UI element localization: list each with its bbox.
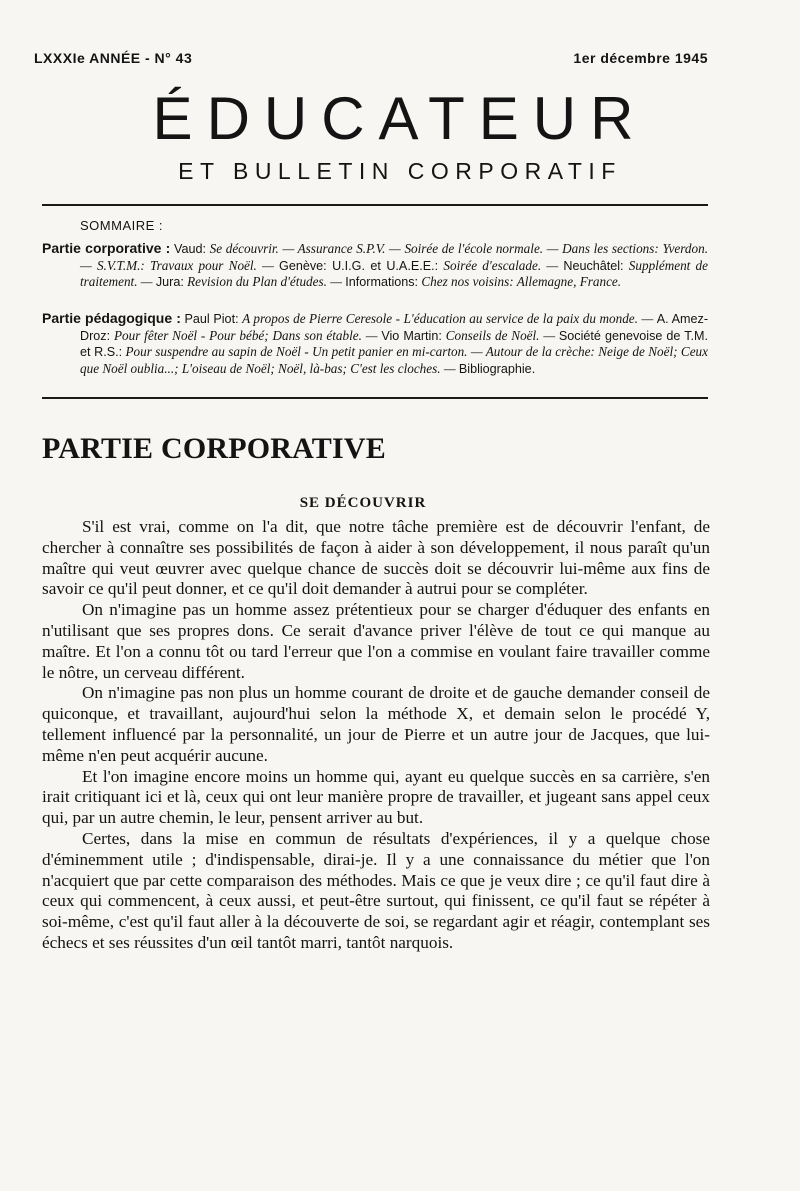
- summary-neuchatel-items: Supplément de traitement. —: [80, 257, 709, 289]
- summary-informations: Informations:: [345, 275, 419, 289]
- summary-societe-items: Pour suspendre au sapin de Noël - Un petit panier en mi-carton. — Autour de la crèche: Neige de Noël; Ceux que Noël oublia...; L'oiseau de Noël; Noël, là-bas; C'est les cloches. —: [80, 344, 708, 376]
- summary-vio: Vio Martin:: [381, 328, 442, 343]
- summary-vio-items: Conseils de Noël. —: [445, 327, 556, 343]
- summary-pedagogique: [42, 310, 708, 377]
- bottom-divider: [42, 397, 708, 399]
- summary-jura: Jura:: [155, 275, 184, 289]
- issue-date: 1er décembre 1945: [573, 50, 708, 66]
- summary-jura-items: Revision du Plan d'études. —: [187, 274, 342, 289]
- top-divider: [42, 204, 708, 206]
- summary-bibliographie: Bibliographie.: [458, 361, 536, 376]
- summary-piot-items: A propos de Pierre Ceresole - L'éducation au service de la paix du monde. —: [242, 311, 654, 326]
- sommaire-label: SOMMAIRE :: [80, 218, 164, 233]
- summary-pedagogique-lead: Partie pédagogique :: [42, 310, 181, 326]
- summary-geneve-items: Soirée d'escalade. —: [443, 257, 559, 273]
- section-title: SE DÉCOUVRIR: [299, 495, 427, 511]
- summary-neuchatel: Neuchâtel:: [563, 258, 624, 273]
- summary-corporative-lead: Partie corporative :: [42, 240, 171, 256]
- paragraph: Et l'on imagine encore moins un homme qui, ayant eu quelque succès en sa carrière, s'en irait critiquant ici et là, ceux qui ont leur manière propre de travailler, et jugeant sans appel ceux qui, par un autre chemin, le leur, pensent arriver au but.: [42, 766, 710, 828]
- summary-vaud: Vaud:: [173, 242, 206, 256]
- part-heading: PARTIE CORPORATIVE: [42, 432, 386, 465]
- masthead-subtitle: ET BULLETIN CORPORATIF: [178, 158, 622, 184]
- summary-geneve: Genève: U.I.G. et U.A.E.E.:: [279, 258, 439, 273]
- summary-piot: Paul Piot:: [184, 312, 239, 326]
- paragraph: On n'imagine pas non plus un homme courant de droite et de gauche demander conseil de quiconque, et travaillant, aujourd'hui selon la méthode X, et demain selon le procédé Y, tellement influencé par la personnalité, un jour de Pierre et un autre jour de Jacques, que lui-même n'en peut acquérir aucune.: [42, 683, 710, 765]
- issue-number: LXXXIe ANNÉE - N° 43: [34, 50, 193, 66]
- summary-societe: Société genevoise de T.M. et R.S.:: [80, 328, 709, 359]
- summary-vaud-items: Se découvrir. — Assurance S.P.V. — Soirée de l'école normale. — Dans les sections: Yverdon. — S.V.T.M.: Travaux pour Noël. —: [80, 241, 709, 273]
- paragraph: On n'imagine pas un homme assez prétentieux pour se charger d'éduquer des enfants en n'utilisant que ses propres dons. Ce serait d'avance priver l'élève de tout ce qui manque au maître. Et l'on a connu tôt ou tard l'erreur que l'on a commise en voulant faire travailler comme le nôtre, un cerveau différent.: [42, 600, 710, 682]
- article-body: [42, 517, 710, 954]
- summary-amez: A. Amez-Droz:: [80, 312, 709, 343]
- paragraph: S'il est vrai, comme on l'a dit, que notre tâche première est de découvrir l'enfant, de chercher à connaître ses possibilités de façon à aider à son développement, il nous paraît qu'un maître qui veut œuvrer avec quelque chance de succès doit se découvrir lui-même aux fins de savoir ce qu'il peut donner, et ce qu'il doit demander à autrui pour se compléter.: [42, 517, 710, 599]
- summary-corporative: [42, 240, 708, 291]
- paragraph: Certes, dans la mise en commun de résultats d'expériences, il y a quelque chose d'éminemment utile ; d'indispensable, dirai-je. Il y a une connaissance du métier que l'on n'acquiert que par cette comparaison des méthodes. Mais ce que je veux dire ; ce qu'il faut dire à ceux qui commencent, à ceux aussi, et peut-être surtout, qui finissent, ce qu'il faut se répéter à soi-même, c'est qu'il faut aller à la découverte de soi, se regardant agir et réagir, contemplant ses échecs et ses réussites d'un œil tantôt marri, tantôt narquois.: [42, 828, 710, 952]
- masthead-title: ÉDUCATEUR: [152, 85, 648, 152]
- summary-informations-items: Chez nos voisins: Allemagne, France.: [421, 274, 622, 289]
- summary-amez-items: Pour fêter Noël - Pour bébé; Dans son étable. —: [113, 327, 378, 343]
